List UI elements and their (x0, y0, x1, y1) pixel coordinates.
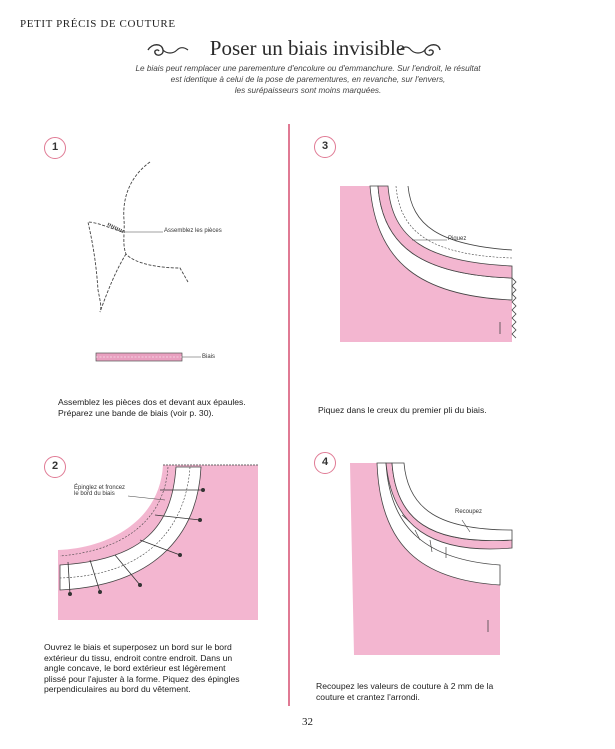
step-4-caption: Recoupez les valeurs de couture à 2 mm de la couture et crantez l'arrondi. (316, 681, 494, 702)
step-3-caption: Piquez dans le creux du premier pli du biais. (318, 405, 487, 415)
step-3-label: Piquez (448, 236, 467, 242)
step-1-caption: Assemblez les pièces dos et devant aux épaules. Préparez une bande de biais (voir p. 30). (58, 397, 246, 418)
step-3-number: 3 (314, 136, 336, 158)
intro-text: Le biais peut remplacer une parementure d'encolure ou d'emmanchure. Sur l'endroit, le résultat est identique à celui de la pose de parementures, en revanche, sur l'envers, les surépaisseurs sont moins marquées. (135, 64, 481, 95)
step-1-label-assemble: Assemblez les pièces (164, 228, 222, 234)
page-title: Poser un biais invisible (209, 36, 406, 60)
step-4-number: 4 (314, 452, 336, 474)
step-2-label: Épinglez et froncez le bord du biais (74, 485, 126, 497)
step-2-caption: Ouvrez le biais et superposez un bord sur le bord extérieur du tissu, endroit contre endroit. Dans un angle concave, le bord extérieur est légèrement plissé pour l'ajuster à la forme. Piquez des épingles perpendiculaires au bord du vêtement. (44, 642, 240, 695)
step-2-number: 2 (44, 456, 66, 478)
step-4-label: Recoupez (455, 509, 483, 515)
step-1-label-bias: Biais (202, 354, 216, 360)
page-number: 32 (302, 716, 313, 728)
step-1-number: 1 (44, 137, 66, 159)
running-head: PETIT PRÉCIS DE COUTURE (20, 18, 176, 30)
